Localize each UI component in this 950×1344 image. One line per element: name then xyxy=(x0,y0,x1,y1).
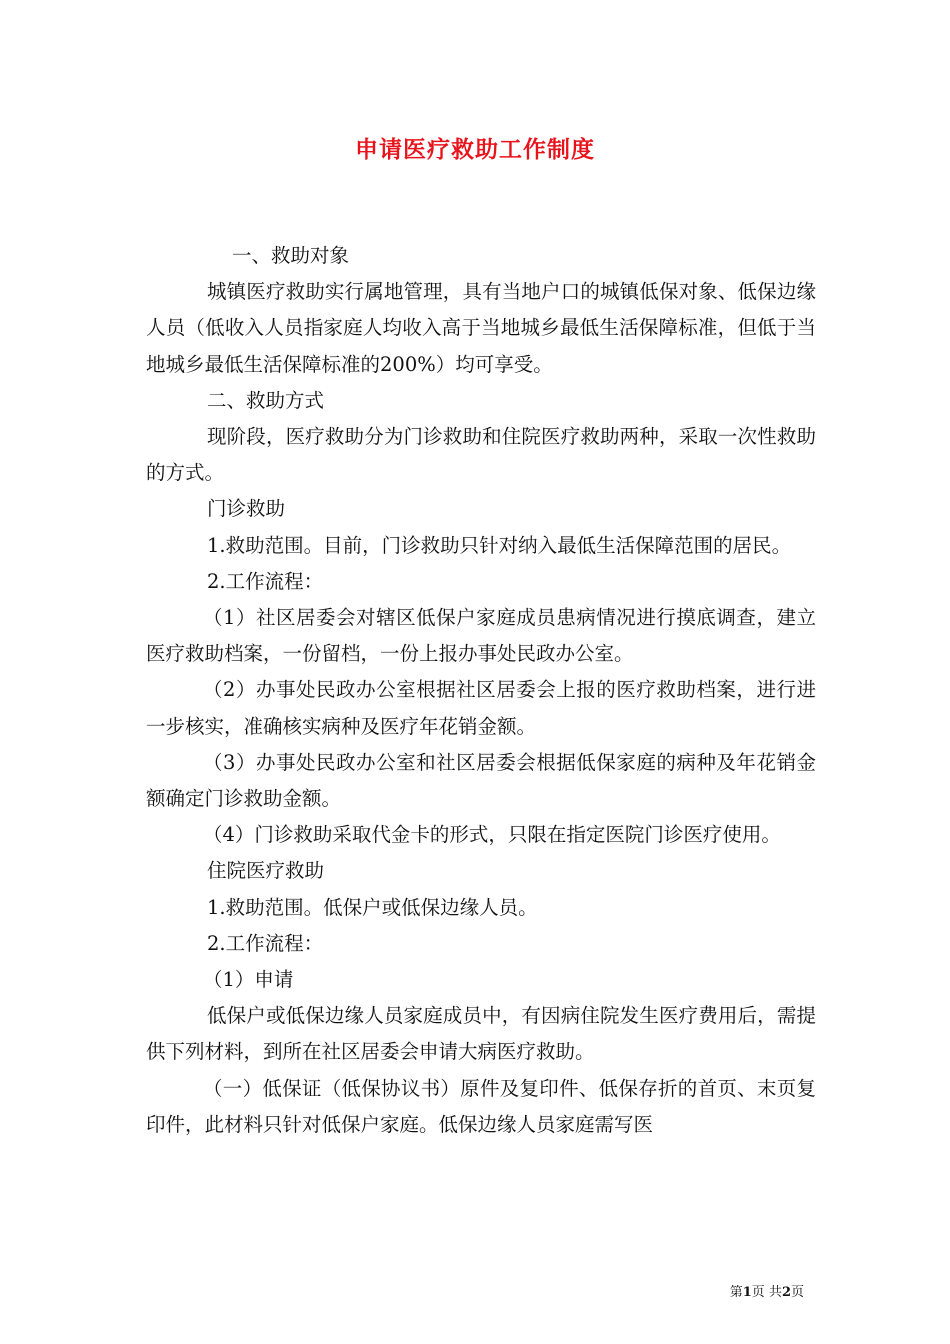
footer-prefix: 第 xyxy=(729,1285,743,1300)
footer-page-number: 1 xyxy=(742,1285,752,1300)
subheading-outpatient: 门诊救助 xyxy=(207,497,286,521)
paragraph-inpatient-process: 2.工作流程： xyxy=(207,931,324,955)
footer-middle: 页 共 xyxy=(751,1285,782,1300)
paragraph-outpatient-step-4: （4）门诊救助采取代金卡的形式，只限在指定医院门诊医疗使用。 xyxy=(203,823,781,847)
paragraph-inpatient-scope: 1.救助范围。低保户或低保边缘人员。 xyxy=(207,895,538,919)
paragraph-outpatient-process: 2.工作流程： xyxy=(207,569,324,593)
paragraph-inpatient-step-1: （1）申请 xyxy=(203,968,294,992)
footer-suffix: 页 xyxy=(790,1285,804,1300)
paragraph-inpatient-materials-1: （一）低保证（低保协议书）原件及复印件、低保存折的首页、末页复印件，此材料只针对低保户家庭。低保边缘人员家庭需写医 xyxy=(146,1076,816,1136)
paragraph-outpatient-step-3: （3）办事处民政办公室和社区居委会根据低保家庭的病种及年花销金额确定门诊救助金额。 xyxy=(146,750,816,811)
section-heading-methods: 二、救助方式 xyxy=(207,388,325,412)
paragraph-inpatient-application: 低保户或低保边缘人员家庭成员中，有因病住院发生医疗费用后，需提供下列材料，到所在社区居委会申请大病医疗救助。 xyxy=(146,1004,816,1064)
paragraph-outpatient-step-2: （2）办事处民政办公室根据社区居委会上报的医疗救助档案，进行进一步核实，准确核实病种及医疗年花销金额。 xyxy=(146,678,816,738)
document-title: 申请医疗救助工作制度 xyxy=(355,136,595,163)
paragraph-outpatient-step-1: （1）社区居委会对辖区低保户家庭成员患病情况进行摸底调查，建立医疗救助档案，一份留档，一份上报办事处民政办公室。 xyxy=(146,606,816,666)
paragraph-methods: 现阶段，医疗救助分为门诊救助和住院医疗救助两种，采取一次性救助的方式。 xyxy=(146,425,816,485)
subheading-inpatient: 住院医疗救助 xyxy=(207,859,325,883)
section-heading-recipients: 一、救助对象 xyxy=(232,244,350,267)
page-footer xyxy=(730,1281,804,1300)
paragraph-recipients: 城镇医疗救助实行属地管理，具有当地户口的城镇低保对象、低保边缘人员（低收入人员指家庭人均收入高于当地城乡最低生活保障标准，但低于当地城乡最低生活保障标准的200%）均可享受。 xyxy=(146,280,816,376)
paragraph-outpatient-scope: 1.救助范围。目前，门诊救助只针对纳入最低生活保障范围的居民。 xyxy=(207,533,792,557)
document-body xyxy=(146,238,816,1143)
footer-total-pages: 2 xyxy=(781,1285,791,1300)
